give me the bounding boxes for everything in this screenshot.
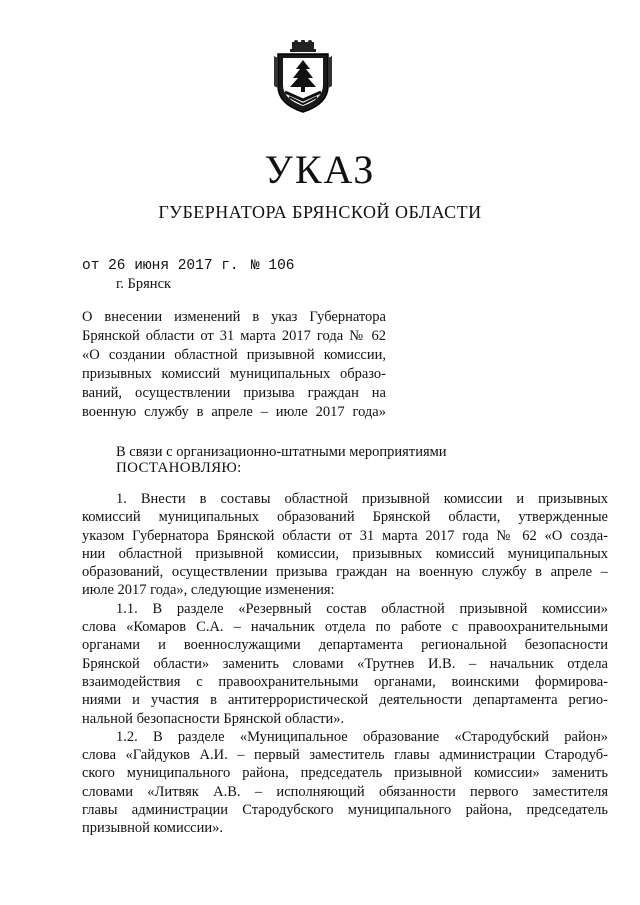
- decree-body: [82, 490, 608, 838]
- paragraph-line: Брянской области» заменить словами «Трутнев И.В. – начальник отдела: [82, 655, 608, 672]
- document-title: УКАЗ: [264, 147, 376, 192]
- subject-line: О внесении изменений в указ Губернатора: [82, 309, 386, 325]
- decree-date: от 26 июня 2017 г.: [82, 258, 239, 274]
- subject-line: «О создании областной призывной комиссии,: [82, 347, 386, 363]
- paragraph-line: образований, осуществлении призыва граждан на военную службу в апреле –: [82, 564, 608, 581]
- paragraph-line: комиссий муниципальных образований Брянской области, утвержденные: [82, 509, 608, 526]
- subject-line: Брянской области от 31 марта 2017 года № 62: [82, 328, 386, 344]
- paragraph-line: 1.1. В разделе «Резервный состав областной призывной комиссии»: [116, 600, 608, 617]
- paragraph-line: слова «Комаров С.А. – начальник отдела по работе с правоохранительными: [82, 619, 608, 636]
- subject-line: призывных комиссий муниципальных образо-: [82, 366, 386, 382]
- paragraph-line: июле 2017 года», следующие изменения:: [82, 582, 335, 599]
- decree-number: № 106: [251, 258, 295, 274]
- subject-line: военную службу в апреле – июле 2017 года»: [82, 404, 386, 420]
- paragraph-line: указом Губернатора Брянской области от 31 марта 2017 года № 62 «О созда-: [82, 527, 608, 544]
- bryansk-coat-of-arms-icon: [272, 40, 334, 114]
- subject-line: ваний, осуществлении призыва граждан на: [82, 385, 386, 401]
- paragraph-line: ского муниципального района, председатель призывной комиссии» заменить: [82, 765, 608, 782]
- decree-city: г. Брянск: [116, 276, 172, 292]
- decree-word: ПОСТАНОВЛЯЮ:: [116, 460, 242, 476]
- paragraph-line: 1.2. В разделе «Муниципальное образование «Стародубский район»: [116, 728, 608, 745]
- paragraph-line: призывной комиссии».: [82, 820, 223, 837]
- paragraph-line: взаимодействия с правоохранительными органами, воинскими формирова-: [82, 673, 608, 690]
- paragraph-line: нии областной призывной комиссии, призывных комиссий муниципальных: [82, 545, 608, 562]
- paragraph-line: нальной безопасности Брянской области».: [82, 710, 345, 727]
- paragraph-line: главы администрации Стародубского муниципального района, председатель: [82, 802, 608, 819]
- paragraph-line: органами и военнослужащими департамента региональной безопасности: [82, 637, 608, 654]
- paragraph-line: слова «Гайдуков А.И. – первый заместитель главы администрации Стародуб-: [82, 747, 608, 764]
- decree-subject: [82, 308, 386, 422]
- document-subtitle: ГУБЕРНАТОРА БРЯНСКОЙ ОБЛАСТИ: [158, 202, 482, 222]
- paragraph-line: 1. Внести в составы областной призывной комиссии и призывных: [116, 491, 608, 507]
- paragraph-line: ниями и участия в антитеррористической деятельности департамента регио-: [82, 692, 608, 709]
- paragraph-line: словами «Литвяк А.В. – исполняющий обязанности первого заместителя: [82, 783, 608, 800]
- preamble: В связи с организационно-штатными мероприятиями: [116, 444, 447, 460]
